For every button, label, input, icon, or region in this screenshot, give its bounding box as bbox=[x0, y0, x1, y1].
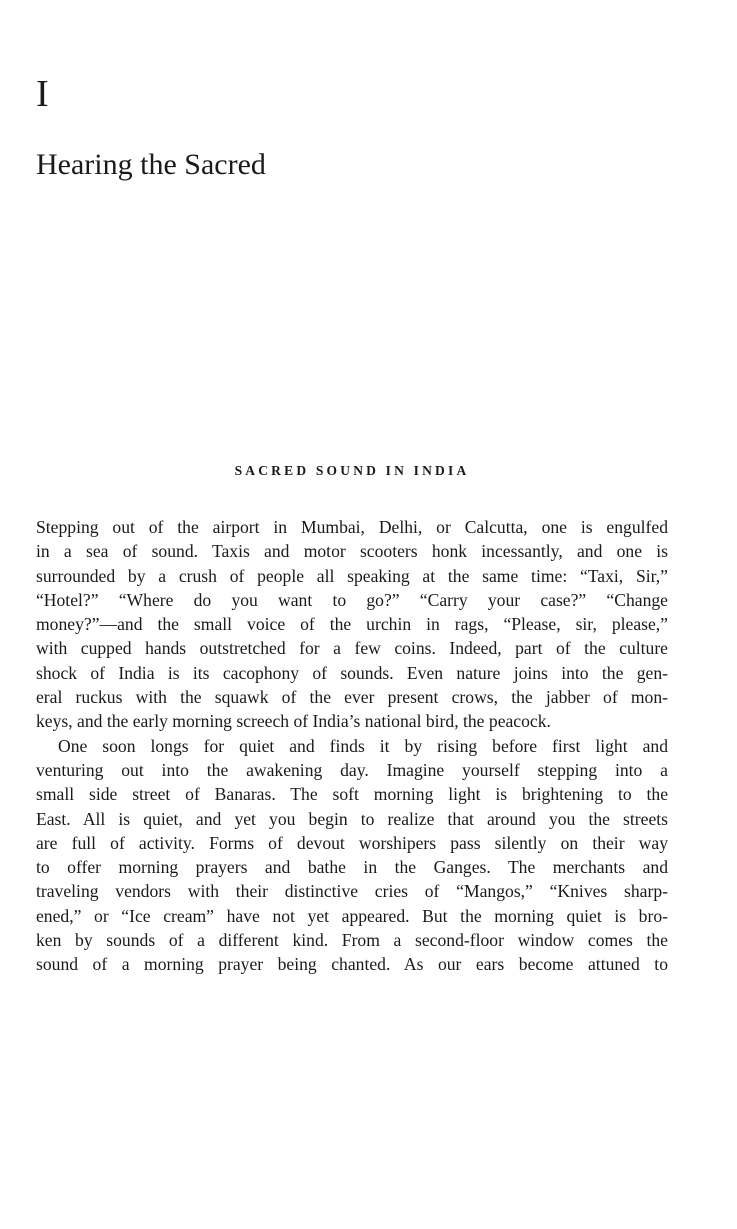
text-line: East. All is quiet, and yet you begin to realize that around you the streets bbox=[36, 808, 668, 829]
text-line: sound of a morning prayer being chanted. As our ears become attuned to bbox=[36, 954, 668, 975]
text-line: One soon longs for quiet and finds it by rising before first light and bbox=[58, 735, 668, 756]
section-heading: SACRED SOUND IN INDIA bbox=[234, 463, 470, 478]
text-line: surrounded by a crush of people all speaking at the same time: “Taxi, Sir,” bbox=[36, 565, 668, 586]
text-line: keys, and the early morning screech of India’s national bird, the peacock. bbox=[36, 711, 551, 732]
text-line: ened,” or “Ice cream” have not yet appeared. But the morning quiet is bro- bbox=[36, 905, 668, 926]
text-line: in a sea of sound. Taxis and motor scooters honk incessantly, and one is bbox=[36, 541, 668, 562]
text-line: Stepping out of the airport in Mumbai, Delhi, or Calcutta, one is engulfed bbox=[36, 517, 668, 537]
chapter-number: I bbox=[36, 73, 49, 115]
text-line: venturing out into the awakening day. Imagine yourself stepping into a bbox=[36, 759, 668, 780]
chapter-title: Hearing the Sacred bbox=[36, 148, 266, 181]
text-line: shock of India is its cacophony of sounds. Even nature joins into the gen- bbox=[36, 662, 668, 683]
text-line: are full of activity. Forms of devout worshipers pass silently on their way bbox=[36, 832, 668, 853]
text-line: money?”—and the small voice of the urchin in rags, “Please, sir, please,” bbox=[36, 614, 668, 635]
body-text bbox=[36, 515, 668, 977]
text-line: small side street of Banaras. The soft morning light is brightening to the bbox=[36, 784, 668, 805]
text-line: traveling vendors with their distinctive cries of “Mangos,” “Knives sharp- bbox=[36, 881, 668, 902]
text-line: eral ruckus with the squawk of the ever present crows, the jabber of mon- bbox=[36, 687, 668, 708]
text-line: with cupped hands outstretched for a few coins. Indeed, part of the culture bbox=[36, 638, 668, 659]
text-line: ken by sounds of a different kind. From a second-floor window comes the bbox=[36, 930, 668, 951]
text-line: “Hotel?” “Where do you want to go?” “Carry your case?” “Change bbox=[36, 589, 668, 610]
text-line: to offer morning prayers and bathe in the Ganges. The merchants and bbox=[36, 857, 668, 878]
